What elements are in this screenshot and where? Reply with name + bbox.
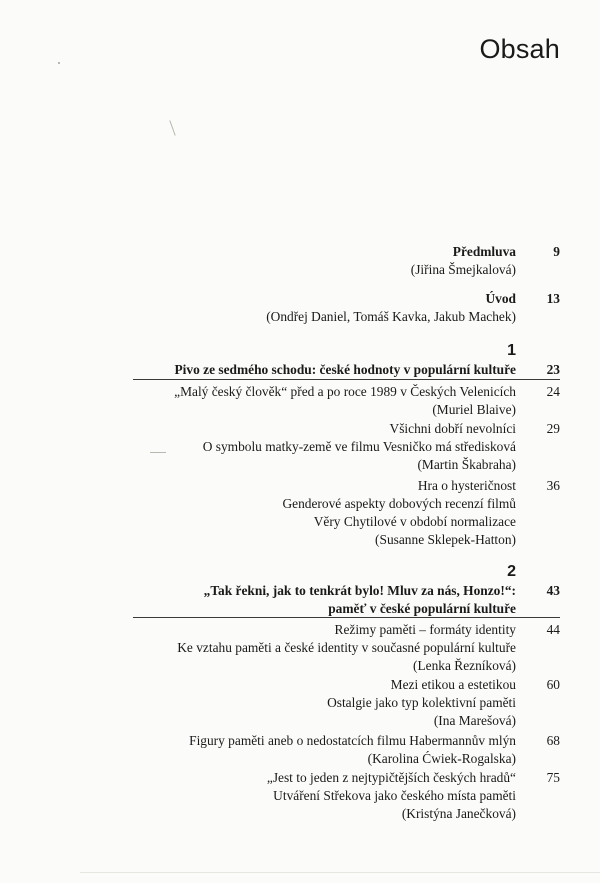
toc-entry <box>60 676 516 730</box>
toc-entry <box>60 383 516 419</box>
page-number: 36 <box>546 478 560 493</box>
entry-author: (Kristýna Janečková) <box>401 806 516 821</box>
entry-subtitle: Utváření Střekova jako českého místa paměti <box>273 788 516 803</box>
entry-subtitle: Ostalgie jako typ kolektivní paměti <box>327 695 516 710</box>
toc-entry <box>60 769 516 823</box>
part-number: 2 <box>507 563 516 580</box>
entry-author: (Ina Marešová) <box>433 713 516 728</box>
divider <box>133 617 560 618</box>
entry-author: (Jiřina Šmejkalová) <box>410 262 516 277</box>
toc-entry <box>60 420 516 474</box>
scan-mark <box>58 62 60 64</box>
page-number: 68 <box>546 733 560 748</box>
toc-entry <box>60 621 516 675</box>
part-number: 1 <box>507 342 516 359</box>
entry-subtitle: O symbolu matky-země ve filmu Vesničko má středisková <box>202 439 516 454</box>
page-number: 75 <box>546 770 560 785</box>
entry-title: Režimy paměti – formáty identity <box>334 622 516 637</box>
entry-title: Úvod <box>485 291 516 306</box>
entry-title: Všichni dobří nevolníci <box>389 421 516 436</box>
page-number: 44 <box>546 622 560 637</box>
entry-author: (Susanne Sklepek-Hatton) <box>375 532 516 547</box>
part-title <box>60 582 516 618</box>
entry-author: (Ondřej Daniel, Tomáš Kavka, Jakub Machek) <box>266 309 516 324</box>
divider <box>133 379 560 380</box>
entry-title: „Malý český člověk“ před a po roce 1989 v Českých Velenicích <box>174 384 516 399</box>
toc-entry-foreword <box>60 243 516 279</box>
part-title-line: paměť v české populární kultuře <box>328 601 516 616</box>
page-number: 9 <box>553 244 560 259</box>
toc-entry <box>60 477 516 549</box>
scan-mark <box>150 452 166 453</box>
page-number: 13 <box>546 291 560 306</box>
part-title-line: Pivo ze sedmého schodu: české hodnoty v populární kultuře <box>174 362 516 377</box>
entry-subtitle: Genderové aspekty dobových recenzí filmů <box>282 496 516 511</box>
entry-author: (Lenka Řezníková) <box>413 658 516 673</box>
part-title <box>60 361 516 379</box>
page-number: 60 <box>546 677 560 692</box>
scan-mark <box>80 872 600 873</box>
entry-subtitle: Věry Chytilové v období normalizace <box>313 514 516 529</box>
entry-title: Figury paměti aneb o nedostatcích filmu Habermannův mlýn <box>189 733 516 748</box>
entry-title: Předmluva <box>452 244 516 259</box>
page-number: 43 <box>546 583 560 598</box>
toc-entry <box>60 732 516 768</box>
part-title-line: „Tak řekni, jak to tenkrát bylo! Mluv za nás, Honzo!“: <box>203 583 516 598</box>
toc-entry-introduction <box>60 290 516 326</box>
entry-author: (Karolina Ćwiek-Rogalska) <box>367 751 516 766</box>
entry-title: Hra o hysteričnost <box>417 478 516 493</box>
page-number: 23 <box>546 362 560 377</box>
page-title: Obsah <box>479 34 560 64</box>
scan-mark <box>169 120 175 135</box>
entry-author: (Martin Škabraha) <box>417 457 516 472</box>
page-number: 29 <box>546 421 560 436</box>
page-number: 24 <box>546 384 560 399</box>
entry-subtitle: Ke vztahu paměti a české identity v současné populární kultuře <box>177 640 516 655</box>
entry-title: „Jest to jeden z nejtypičtějších českých hradů“ <box>266 770 516 785</box>
entry-author: (Muriel Blaive) <box>432 402 516 417</box>
entry-title: Mezi etikou a estetikou <box>390 677 516 692</box>
